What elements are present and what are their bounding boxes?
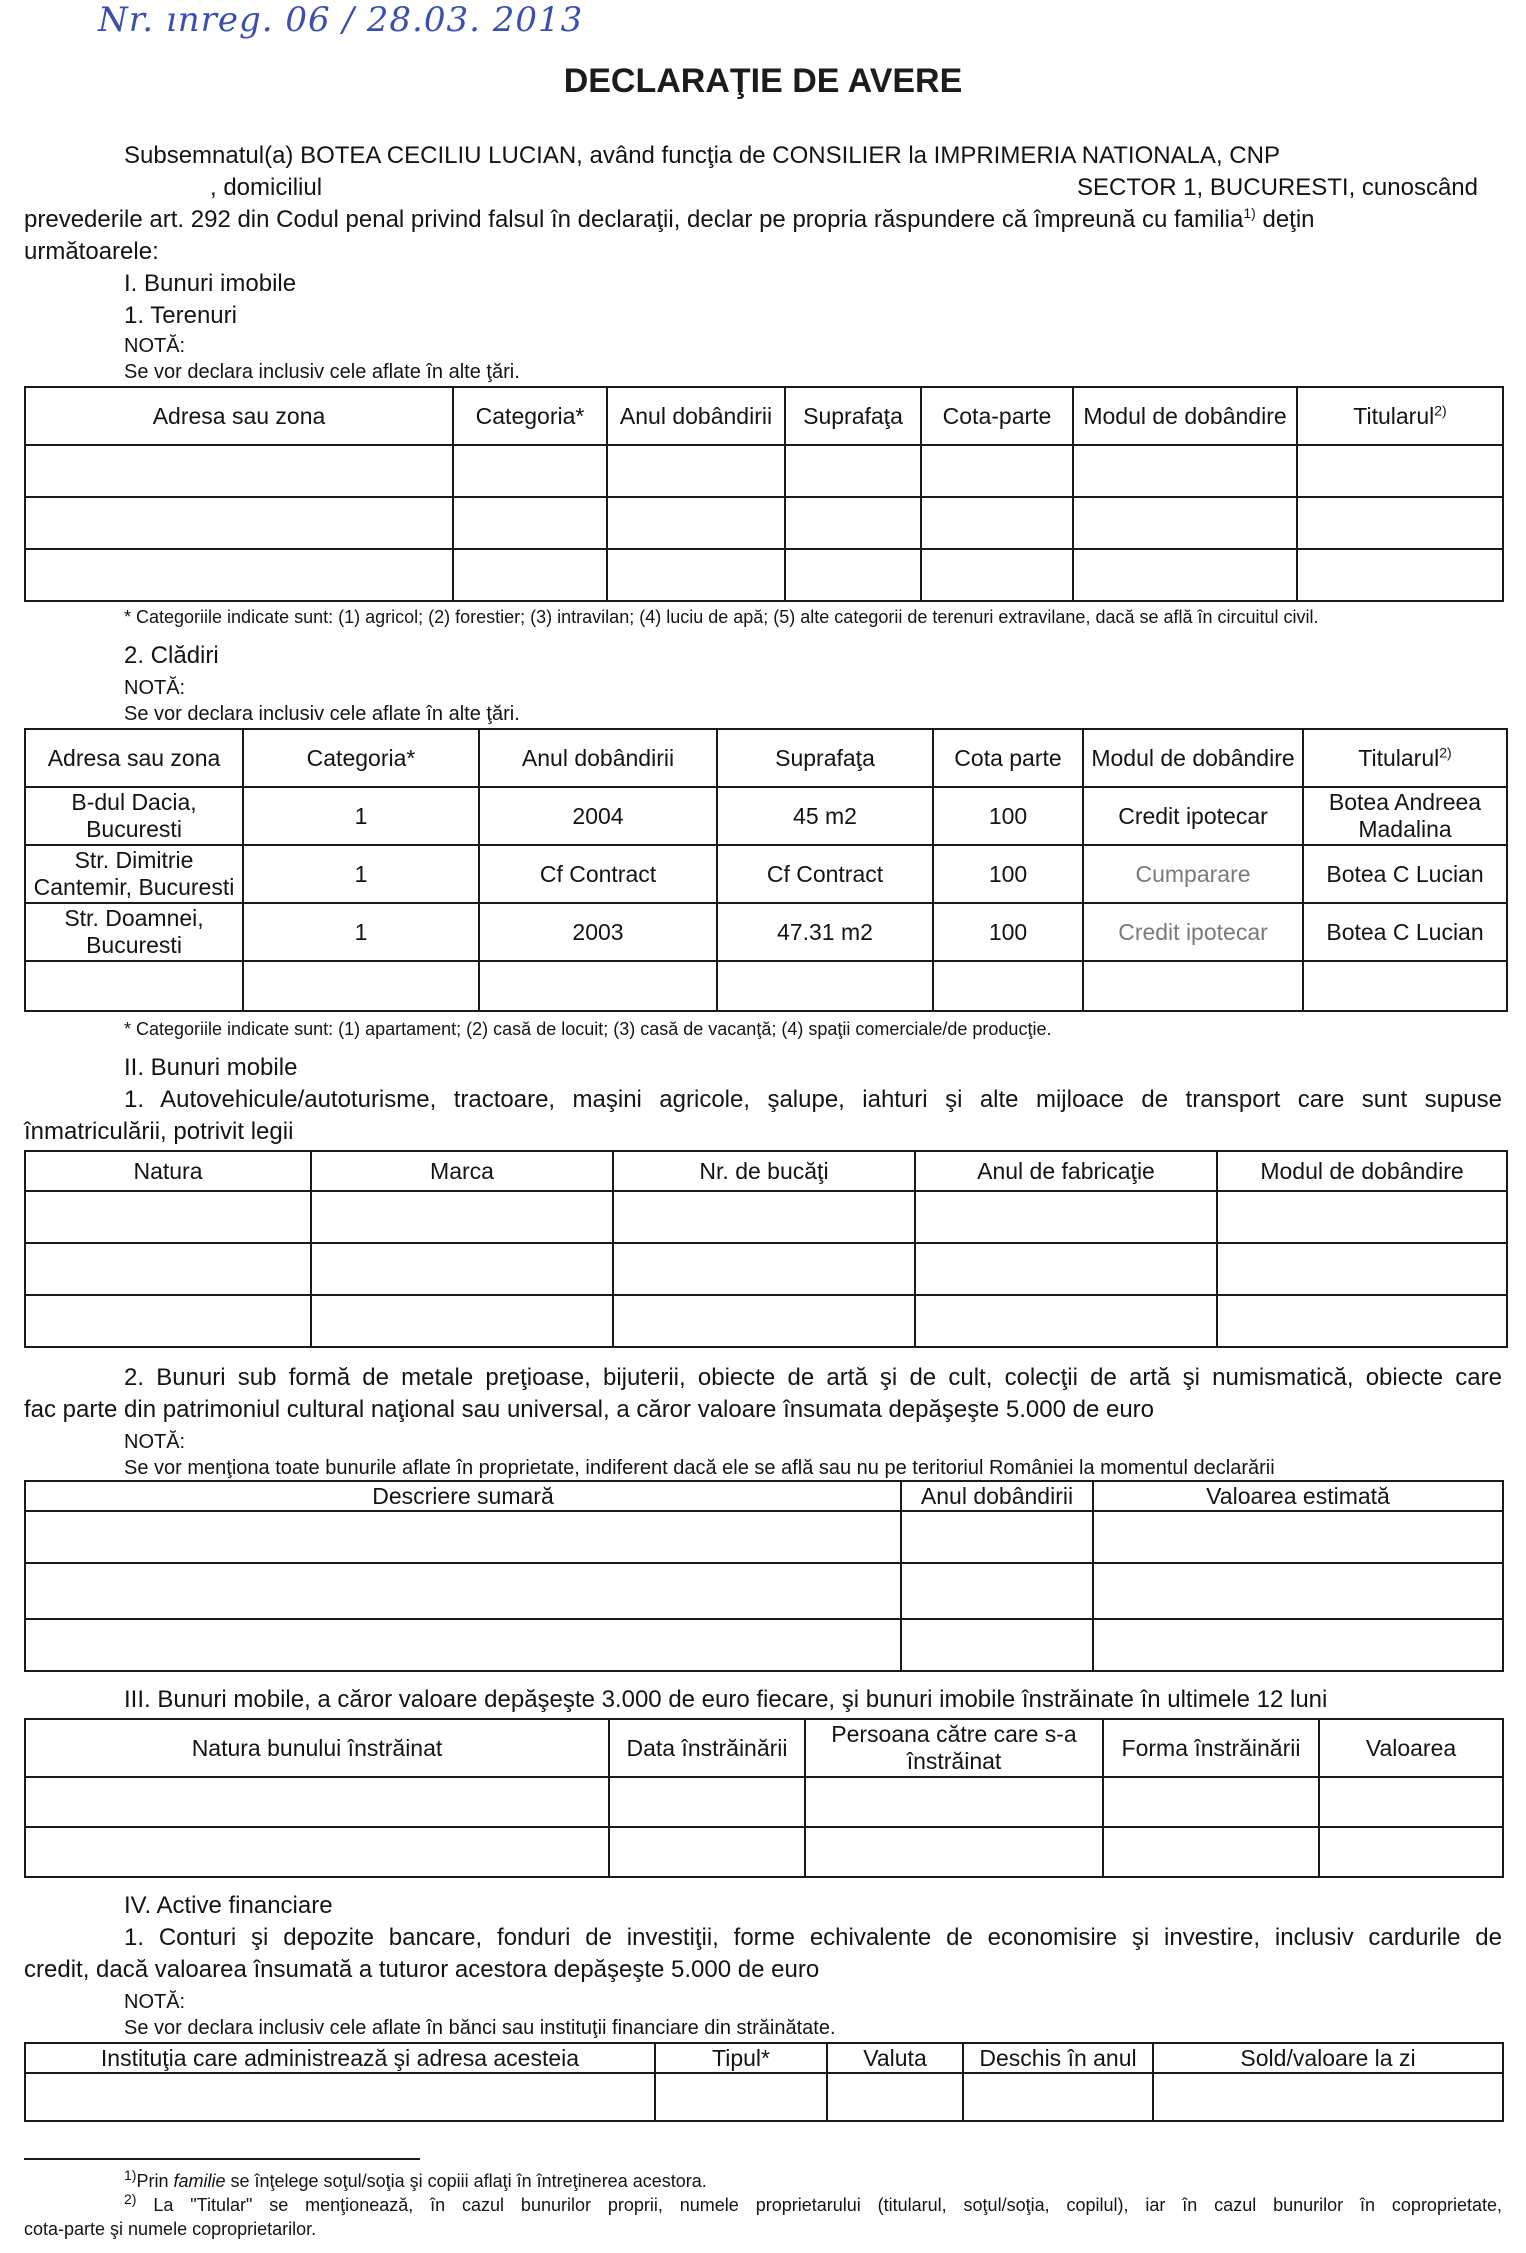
table-row [25, 845, 1507, 903]
col-header-mode: Modul de dobândire [1217, 1151, 1507, 1191]
table-row [25, 903, 1507, 961]
col-header-value: Valoarea estimată [1093, 1481, 1503, 1511]
cell-holder: Botea C Lucian [1303, 903, 1507, 961]
cell-address: B-dul Dacia, Bucuresti [25, 787, 243, 845]
section-6-nota-text: Se vor declara inclusiv cele aflate în bănci sau instituţii financiare din străinătate. [124, 2017, 836, 2039]
col-header-nature: Natura [25, 1151, 311, 1191]
col-header-year: Anul dobândirii [479, 729, 717, 787]
alienated-table [24, 1718, 1504, 1878]
cell-mode: Credit ipotecar [1083, 787, 1303, 845]
table-row [25, 497, 1503, 549]
cell-category: 1 [243, 845, 479, 903]
valuables-table [24, 1480, 1504, 1672]
cell-category: 1 [243, 903, 479, 961]
cell-year: 2004 [479, 787, 717, 845]
registration-number-handwritten: Nr. ınreg. 06 / 28.03. 2013 [98, 0, 584, 40]
cell-year: 2003 [479, 903, 717, 961]
intro-line-1: Subsemnatul(a) BOTEA CECILIU LUCIAN, având funcţia de CONSILIER la IMPRIMERIA NATIONALA, CNP [124, 142, 1280, 169]
building-category-footnote: * Categoriile indicate sunt: (1) apartament; (2) casă de locuit; (3) casă de vacanţă; (4) spaţii comerciale/de producţie. [124, 1019, 1052, 1039]
col-header-brand: Marca [311, 1151, 613, 1191]
land-category-footnote: * Categoriile indicate sunt: (1) agricol; (2) forestier; (3) intravilan; (4) luciu de apă; (5) alte categorii de terenuri extravilane, dacă se află în circuitul civil. [124, 607, 1319, 627]
holder-label: Titularul [1358, 744, 1440, 771]
table-row [25, 1777, 1503, 1827]
table-row [25, 445, 1503, 497]
intro-line-2-left: , domiciliul [210, 174, 323, 201]
col-header-value: Valoarea [1319, 1719, 1503, 1777]
section-3-title: III. Bunuri mobile, a căror valoare depăşeşte 3.000 de euro fiecare, şi bunuri imobile înstrăinate în ultimele 12 luni [124, 1686, 1328, 1713]
col-header-category: Categoria* [453, 387, 607, 445]
table-row [25, 961, 1507, 1011]
table-row [25, 1619, 1503, 1671]
holder-footnote-ref: 2) [1434, 401, 1447, 418]
col-header-balance: Sold/valoare la zi [1153, 2043, 1503, 2073]
col-header-share: Cota-parte [921, 387, 1073, 445]
section-2-nota: NOTĂ: [124, 677, 186, 699]
col-header-nature: Natura bunului înstrăinat [25, 1719, 609, 1777]
section-4-nota: NOTĂ: [124, 1431, 186, 1453]
col-header-institution: Instituţia care administrează şi adresa acesteia [25, 2043, 655, 2073]
section-6-nota: NOTĂ: [124, 1991, 186, 2013]
land-table [24, 386, 1504, 602]
cell-area: 47.31 m2 [717, 903, 933, 961]
intro-line-4: următoarele: [24, 238, 159, 265]
col-header-year: Anul dobândirii [607, 387, 785, 445]
table-row [25, 787, 1507, 845]
col-header-address: Adresa sau zona [25, 729, 243, 787]
section-1-nota-text: Se vor declara inclusiv cele aflate în alte ţări. [124, 361, 520, 383]
holder-footnote-ref: 2) [1439, 743, 1452, 760]
footnote-1-marker: 1) [124, 2167, 137, 2183]
cell-address: Str. Dimitrie Cantemir, Bucuresti [25, 845, 243, 903]
footnote-2-marker: 2) [124, 2191, 137, 2207]
section-1-sub-terenuri: 1. Terenuri [124, 302, 237, 329]
table-header-row [25, 387, 1503, 445]
col-header-description: Descriere sumară [25, 1481, 901, 1511]
footnote-2-line-1 [124, 2191, 1502, 2216]
col-header-share: Cota parte [933, 729, 1083, 787]
table-row [25, 1243, 1507, 1295]
col-header-type: Tipul* [655, 2043, 827, 2073]
col-header-area: Suprafaţa [785, 387, 921, 445]
cell-holder: Botea C Lucian [1303, 845, 1507, 903]
col-header-address: Adresa sau zona [25, 387, 453, 445]
col-header-category: Categoria* [243, 729, 479, 787]
table-header-row [25, 1481, 1503, 1511]
table-row [25, 1827, 1503, 1877]
footnote-2-line-2: cota-parte şi numele coproprietarilor. [24, 2219, 317, 2239]
cell-mode: Credit ipotecar [1083, 903, 1303, 961]
col-header-currency: Valuta [827, 2043, 963, 2073]
holder-label: Titularul [1353, 402, 1435, 429]
footnote-divider [24, 2158, 420, 2160]
table-row [25, 549, 1503, 601]
col-header-count: Nr. de bucăţi [613, 1151, 915, 1191]
vehicles-table [24, 1150, 1508, 1348]
intro-footnote-ref: 1) [1243, 205, 1256, 221]
accounts-line-2: credit, dacă valoarea însumată a tuturor acestora depăşeşte 5.000 de euro [24, 1956, 820, 1983]
col-header-date: Data înstrăinării [609, 1719, 805, 1777]
col-header-holder [1297, 387, 1503, 445]
vehicles-line-2: înmatriculării, potrivit legii [24, 1118, 294, 1145]
footnote-1-em: familie [173, 2171, 226, 2191]
col-header-opened: Deschis în anul [963, 2043, 1153, 2073]
intro-line-3 [24, 204, 1315, 236]
cell-year: Cf Contract [479, 845, 717, 903]
accounts-table [24, 2042, 1504, 2122]
col-header-area: Suprafaţa [717, 729, 933, 787]
section-4-title: IV. Active financiare [124, 1892, 333, 1919]
cell-area: 45 m2 [717, 787, 933, 845]
col-header-year: Anul dobândirii [901, 1481, 1093, 1511]
document-title: DECLARAŢIE DE AVERE [563, 62, 963, 100]
section-1-nota: NOTĂ: [124, 335, 186, 357]
col-header-year: Anul de fabricaţie [915, 1151, 1217, 1191]
table-row [25, 1511, 1503, 1563]
table-header-row [25, 729, 1507, 787]
section-1-title: I. Bunuri imobile [124, 270, 297, 297]
accounts-line-1: 1. Conturi şi depozite bancare, fonduri de investiţii, forme echivalente de economisire şi investire, inclusiv cardurile de [124, 1924, 1502, 1951]
cell-share: 100 [933, 845, 1083, 903]
footnote-1-post: se înţelege soţul/soţia şi copiii aflaţi în întreţinerea acestora. [225, 2171, 707, 2191]
section-4-nota-text: Se vor menţiona toate bunurile aflate în proprietate, indiferent dacă ele se află sau nu pe teritoriul României la momentul declarării [124, 1457, 1275, 1479]
cell-category: 1 [243, 787, 479, 845]
footnote-2-text: La "Titular" se menţionează, în cazul bunurilor proprii, numele proprietarului (titularul, soţul/soţia, copilul), iar în cazul bunurilor în coproprietate, [153, 2195, 1502, 2215]
cell-share: 100 [933, 787, 1083, 845]
intro-line-2-right: SECTOR 1, BUCURESTI, cunoscând [1076, 174, 1478, 201]
footnote-1-pre: Prin [136, 2171, 174, 2191]
section-2-title: II. Bunuri mobile [124, 1054, 298, 1081]
valuables-line-2: fac parte din patrimoniul cultural naţional sau universal, a căror valoare însumata depăşeşte 5.000 de euro [24, 1396, 1155, 1423]
col-header-mode: Modul de dobândire [1083, 729, 1303, 787]
col-header-form: Forma înstrăinării [1103, 1719, 1319, 1777]
intro-line-3-text: prevederile art. 292 din Codul penal privind falsul în declaraţii, declar pe propria răspundere că împreună cu familia [24, 206, 1244, 233]
vehicles-line-1: 1. Autovehicule/autoturisme, tractoare, maşini agricole, şalupe, iahturi şi alte mijloace de transport care sunt supuse [124, 1086, 1502, 1113]
table-row [25, 2073, 1503, 2121]
cell-address: Str. Doamnei, Bucuresti [25, 903, 243, 961]
col-header-mode: Modul de dobândire [1073, 387, 1297, 445]
table-header-row [25, 1151, 1507, 1191]
table-row [25, 1191, 1507, 1243]
table-header-row [25, 2043, 1503, 2073]
section-1-sub-cladiri: 2. Clădiri [124, 642, 219, 669]
footnote-1 [124, 2167, 707, 2192]
cell-holder: Botea Andreea Madalina [1303, 787, 1507, 845]
cell-mode: Cumparare [1083, 845, 1303, 903]
col-header-person: Persoana către care s-a înstrăinat [805, 1719, 1103, 1777]
valuables-line-1: 2. Bunuri sub formă de metale preţioase, bijuterii, obiecte de artă şi de cult, colecţii de artă şi numismatică, obiecte care [124, 1364, 1502, 1391]
intro-line-3-end: deţin [1255, 206, 1315, 233]
buildings-table [24, 728, 1508, 1012]
table-row [25, 1295, 1507, 1347]
col-header-holder [1303, 729, 1507, 787]
table-header-row [25, 1719, 1503, 1777]
cell-area: Cf Contract [717, 845, 933, 903]
section-2-nota-text: Se vor declara inclusiv cele aflate în alte ţări. [124, 703, 520, 725]
cell-share: 100 [933, 903, 1083, 961]
table-row [25, 1563, 1503, 1619]
